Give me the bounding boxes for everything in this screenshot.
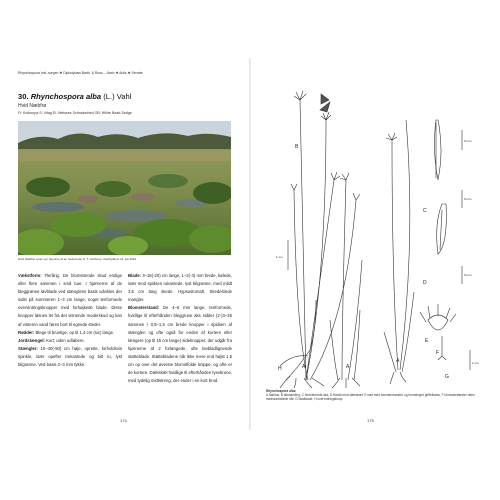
scale-label-4: 5 mm: [464, 273, 472, 277]
page-number-right: 175: [367, 418, 374, 423]
species-author: (L.) Vahl: [103, 92, 132, 101]
fig-label-d: D: [423, 280, 427, 286]
illustration-caption-text: A habitus, B akssamling, C blomstrende aks, D frimsti med dækskæl, E nød med blomsterbørster og formænget griffelbasis, F blomsterbørster uden medstrømstede hår, G bladblade, H overvintringsknop.: [266, 393, 475, 402]
species-title: [18, 92, 131, 101]
species-number: 30.: [18, 92, 29, 101]
species-name: Rhynchospora alba: [30, 92, 102, 101]
running-head: Rhynchospora hvit–sorgen ❖ Diplodybaw Barth. & Ross. – flash ❖ Aulis ❖ Serrate: [18, 71, 143, 75]
fig-label-a3: A: [396, 358, 400, 364]
illustration-caption-title: Rhynchospora alba: [266, 389, 296, 393]
text-column-2: [128, 272, 232, 385]
scale-label-5: 1 cm: [472, 361, 479, 365]
vernacular-names: Fi: Kutinurpa S: Vitag Ei: Weisses Schnabelried GB: White Beak-Sedge: [18, 111, 132, 115]
habitat-photo: [18, 121, 231, 255]
scale-label-3: 1 cm: [276, 255, 283, 259]
fig-label-e: E: [425, 338, 429, 344]
scale-label-1: 5 mm: [464, 139, 472, 143]
paragraph-stems: Stængler: 10–40(-50) cm høje, oprette, forholdsvis spinkle, især opefter trekantede og bilt ru, lyst bilgrønne. Ved basis 2–3 mm tykke.: [18, 345, 122, 368]
illustration-caption: [266, 389, 481, 402]
photo-caption: Hvid Næbfrø ryser og i hjemme af en hedemose S. T. Lønborg i Vesthylland. 11. juli 2016.: [18, 257, 137, 261]
common-name: Hvid Næbfrø: [18, 103, 47, 109]
fig-label-b: B: [295, 144, 299, 150]
fig-label-g: G: [445, 374, 449, 380]
fig-label-c: C: [423, 208, 427, 214]
fig-label-a1: A: [302, 364, 306, 370]
fig-label-a2: A: [346, 364, 350, 370]
paragraph-leaves: Blade: 3–15(-20) cm lange, 1–2(-3) mm brede, kølede, især mod spidsen rukantede, lyst bilgrønne, med mildt 3,5 cm lang skede. Hypsostomalt. Skedehinde mangler.: [128, 273, 232, 303]
paragraph-growth-form: Vækstform: Flerårig. De blomstrende skud endige eller flere sammen i små tuer. I hjørnerne af de bleggrønne løvblade ved stænglens basis udvikles der sidst på sommeren 1–3 cm lange, noget tenformede overvintringsknopper med forhøjkede blade. Disse knopper løsnes let fra det visnende moderskud og kan af vinteren vand føres bort til egnede steder.: [18, 273, 122, 327]
fig-label-f: F: [436, 350, 440, 356]
scale-label-2: 5 mm: [464, 197, 472, 201]
book-gutter: [249, 58, 251, 430]
text-column-1: [18, 272, 122, 369]
botanical-illustration: [266, 80, 482, 390]
page-number-left: 174: [120, 418, 127, 423]
paragraph-roots: Rødder: Blege til brunlige, op til 1,4 cm (sic) lange.: [18, 329, 115, 335]
paragraph-inflorescence: Blomsterstand: De 4–6 mm lange, tenformede, hvidlige til efterhånden bleggrune aks sidder (2-)3–25 sammen i 0,5–1,5 cm brede knopper i spidsen af stænglen og ofte også for enden af kortere eller længere (op til 15 cm lange) sideknopper, der udgår fra hjørnerne af 2 forløngede, ofte løvbladlignende støtteblade. Støttebladene når ikke mere end højst 1,5 cm op over det øverste blomstfolde knippe, og ofte er de kortere. Dækskæl hvidlige til efterhånden lysebrune, med tydelig midtstreng, der ender i en kort brod.: [128, 305, 232, 384]
fig-label-h: H: [278, 366, 282, 372]
paragraph-rhizome: Jordstængel: Kort, uden udløbere.: [18, 337, 85, 343]
